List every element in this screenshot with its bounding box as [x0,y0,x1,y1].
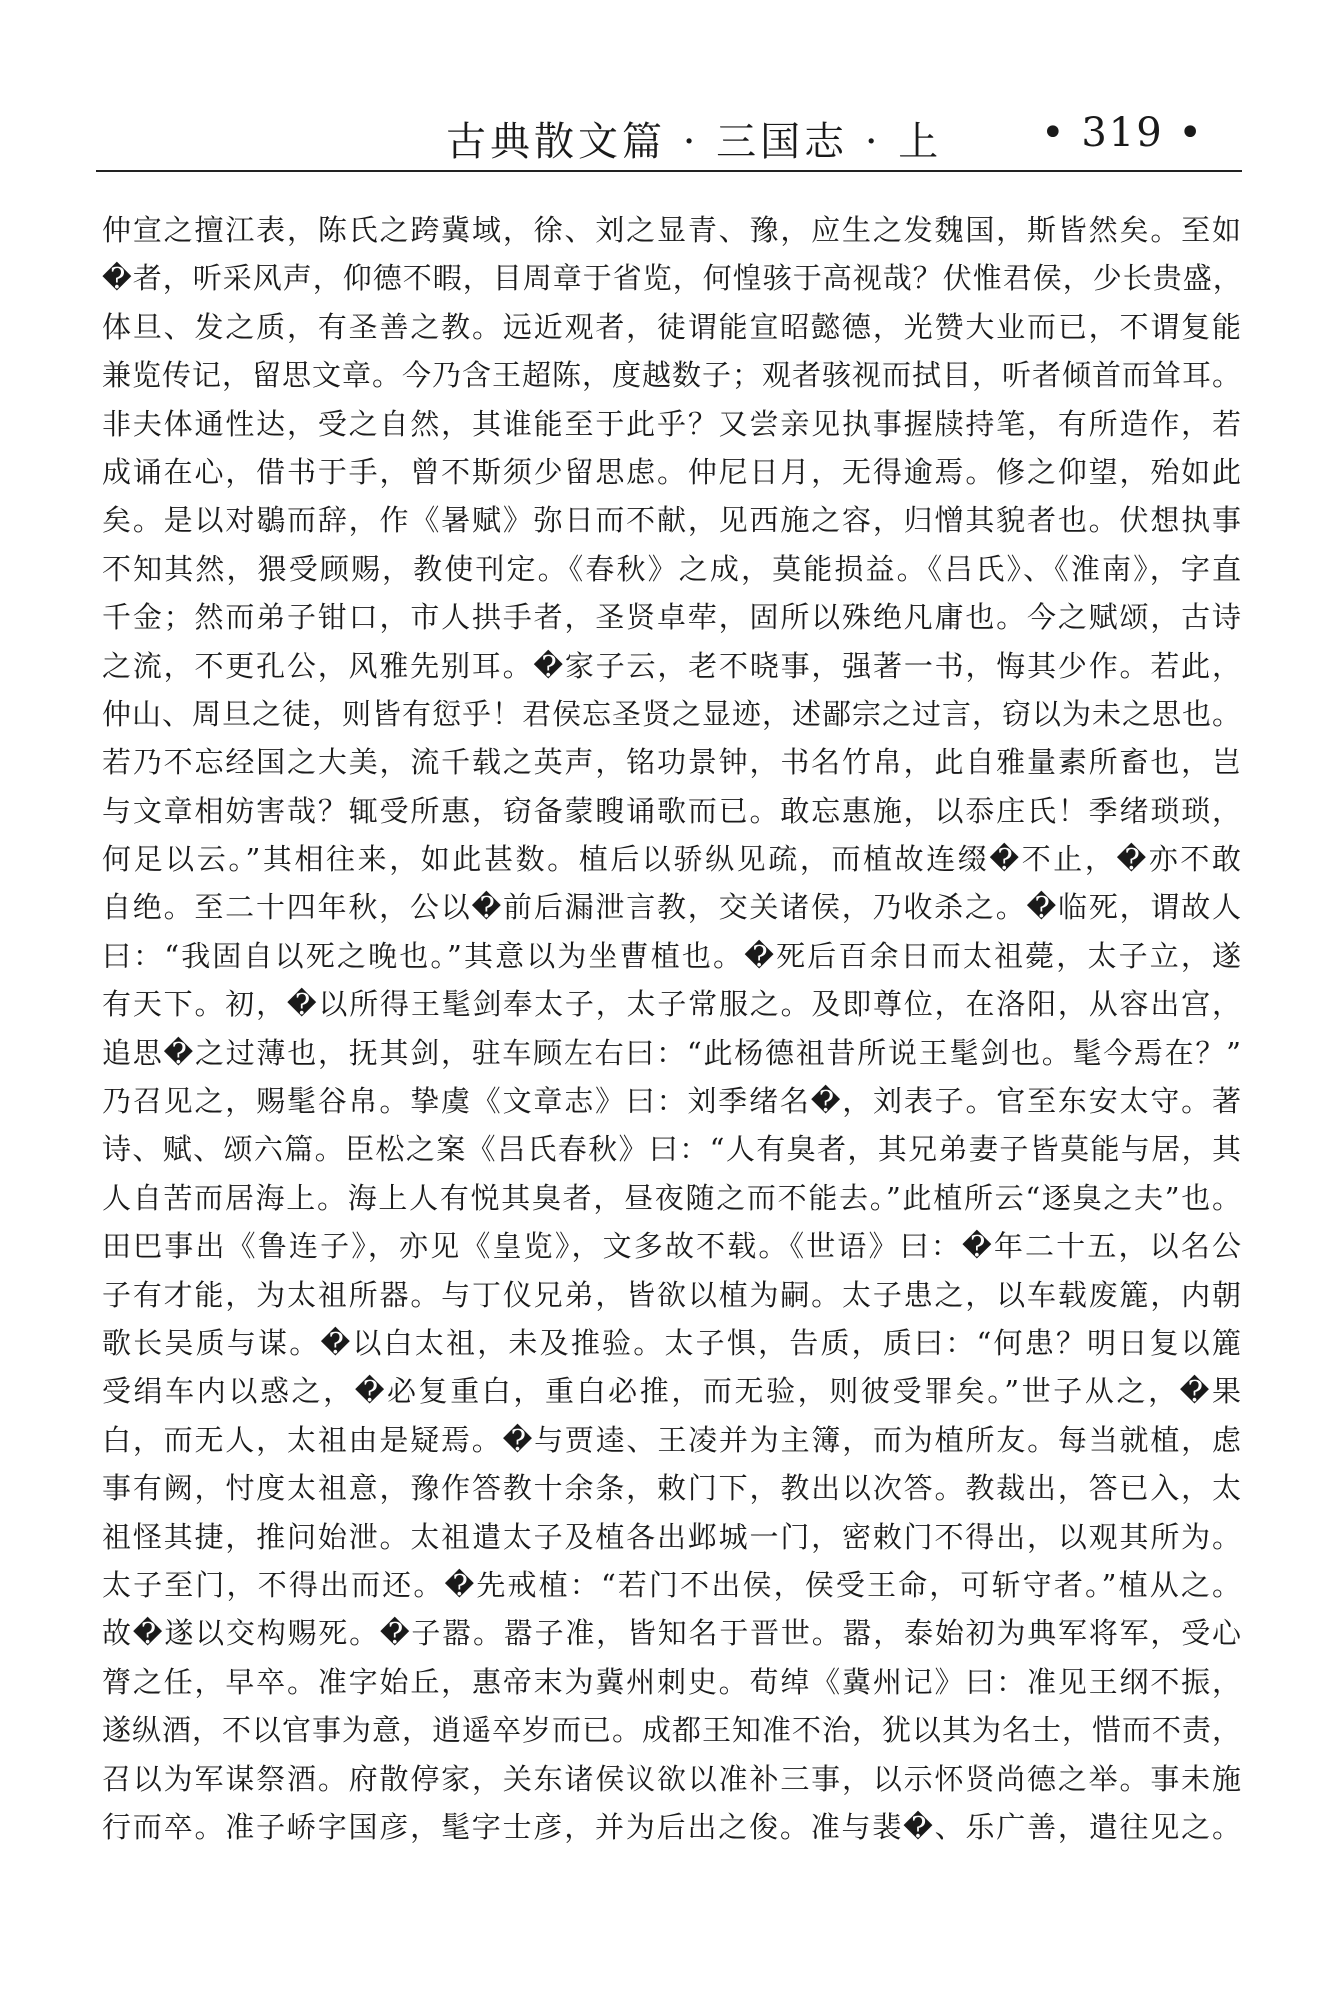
text-line: 事有阙，忖度太祖意，豫作答教十余条，敕门下，教出以次答。教裁出，答已入，太 [102,1471,1242,1506]
text-line: 仲山、周旦之徒，则皆有愆乎！君侯忘圣贤之显迹，述鄙宗之过言，窃以为未之思也。 [102,696,1243,731]
running-header [104,108,1244,172]
text-line: 自绝。至二十四年秋，公以�前后漏泄言教，交关诸侯，乃收杀之。�临死，谓故人 [102,890,1242,925]
text-line: 之流，不更孔公，风雅先别耳。�家子云，老不晓事，强著一书，悔其少作。若此， [102,648,1242,683]
text-line: 不知其然，猥受顾赐，教使刊定。《春秋》之成，莫能损益。《吕氏》、《淮南》，字直 [102,551,1242,586]
text-line: 与文章相妨害哉？辄受所惠，窃备蒙瞍诵歌而已。敢忘惠施，以忝庄氏！季绪琐琐， [102,793,1242,828]
text-line: 乃召见之，赐髦谷帛。挚虞《文章志》曰：刘季绪名�，刘表子。官至东安太守。著 [102,1084,1242,1119]
text-line: 人自苦而居海上。海上人有悦其臭者，昼夜随之而不能去。”此植所云“逐臭之夫”也。 [102,1180,1242,1215]
text-line: 非夫体通性达，受之自然，其谁能至于此乎？又尝亲见执事握牍持笔，有所造作，若 [102,406,1242,441]
text-line: 诗、赋、颂六篇。臣松之案《吕氏春秋》曰：“人有臭者，其兄弟妻子皆莫能与居，其 [102,1132,1242,1167]
text-line: 祖怪其捷，推问始泄。太祖遣太子及植各出邺城一门，密敕门不得出，以观其所为。 [102,1519,1242,1554]
text-line: 兼览传记，留思文章。今乃含王超陈，度越数子；观者骇视而拭目，听者倾首而耸耳。 [102,358,1243,393]
text-line: 行而卒。准子峤字国彦，髦字士彦，并为后出之俊。准与裴�、乐广善，遣往见之。 [102,1809,1242,1844]
body-text [102,206,1242,1851]
text-line: 曰：“我固自以死之晚也。”其意以为坐曹植也。�死后百余日而太祖薨，太子立，遂 [102,938,1242,973]
text-line: 体旦、发之质，有圣善之教。远近观者，徒谓能宣昭懿德，光赞大业而已，不谓复能 [102,309,1242,344]
text-line: 子有才能，为太祖所器。与丁仪兄弟，皆欲以植为嗣。太子患之，以车载废簏，内朝 [102,1277,1242,1312]
text-line: 太子至门，不得出而还。�先戒植：“若门不出侯，侯受王命，可斩守者。”植从之。 [102,1567,1242,1602]
text-line: 田巴事出《鲁连子》，亦见《皇览》，文多故不载。《世语》曰：�年二十五，以名公 [102,1229,1242,1264]
text-line: 若乃不忘经国之大美，流千载之英声，铭功景钟，书名竹帛，此自雅量素所畜也，岂 [102,745,1242,780]
text-line: 仲宣之擅江表，陈氏之跨冀域，徐、刘之显青、豫，应生之发魏国，斯皆然矣。至如 [102,213,1242,247]
header-title: 古典散文篇 · 三国志 · 上 [446,119,943,165]
text-line: 膂之任，早卒。准字始丘，惠帝末为冀州刺史。荀绰《冀州记》曰：准见王纲不振， [102,1664,1242,1699]
text-line: 白，而无人，太祖由是疑焉。�与贾逵、王凌并为主簿，而为植所友。每当就植，虑 [102,1422,1242,1457]
text-line: 矣。是以对鶡而辞，作《暑赋》弥日而不献，见西施之容，归憎其貌者也。伏想执事 [102,503,1242,538]
header-divider [96,170,1242,172]
text-line: 遂纵酒，不以官事为意，逍遥卒岁而已。成都王知准不治，犹以其为名士，惜而不责， [102,1713,1243,1748]
text-line: 有天下。初，�以所得王髦剑奉太子，太子常服之。及即尊位，在洛阳，从容出宫， [102,987,1242,1022]
text-line: 受绢车内以惑之，�必复重白，重白必推，而无验，则彼受罪矣。”世子从之，�果 [102,1374,1242,1409]
text-line: �者，听采风声，仰德不暇，目周章于省览，何惶骇于高视哉？伏惟君侯，少长贵盛， [102,261,1243,296]
text-line: 千金；然而弟子钳口，市人拱手者，圣贤卓荦，固所以殊绝凡庸也。今之赋颂，古诗 [102,600,1242,635]
text-line: 追思�之过薄也，抚其剑，驻车顾左右曰：“此杨德祖昔所说王髦剑也。髦今焉在？” [102,1035,1242,1070]
text-line: 歌长吴质与谋。�以白太祖，未及推验。太子惧，告质，质曰：“何患？明日复以簏 [102,1325,1242,1360]
text-line: 何足以云。”其相往来，如此甚数。植后以骄纵见疏，而植故连缀�不止，�亦不敢 [102,842,1242,877]
text-line: 召以为军谋祭酒。府散停家，关东诸侯议欲以准补三事，以示怀贤尚德之举。事未施 [102,1761,1242,1796]
text-line: 成诵在心，借书于手，曾不斯须少留思虑。仲尼日月，无得逾焉。修之仰望，殆如此 [102,454,1242,489]
page-number: • 319 • [1041,110,1204,156]
text-line: 故�遂以交构赐死。�子嚣。嚣子准，皆知名于晋世。嚣，泰始初为典军将军，受心 [102,1616,1242,1651]
